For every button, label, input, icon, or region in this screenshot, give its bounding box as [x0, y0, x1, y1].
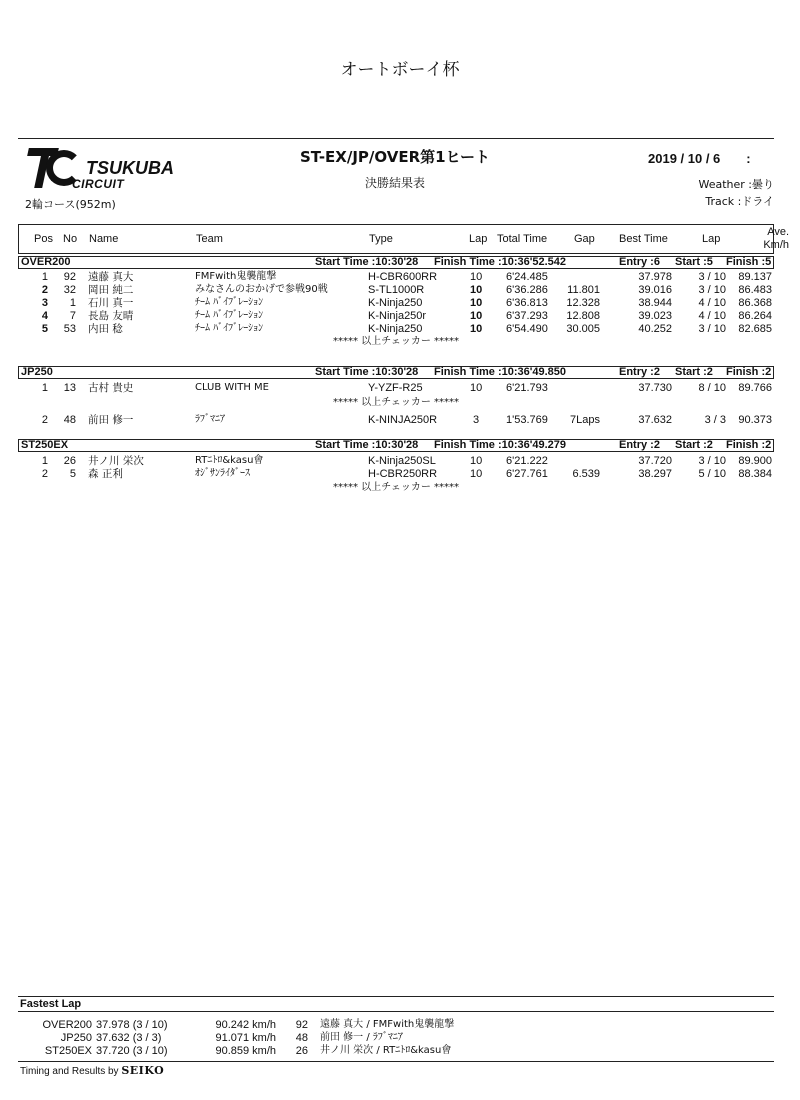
row-type: H-CBR250RR — [368, 468, 438, 480]
class-entry: Entry :2 — [619, 366, 660, 378]
event-title: オートボーイ杯 — [340, 60, 460, 80]
row-name: 岡田 純二 — [88, 284, 134, 296]
class-entry: Entry :6 — [619, 256, 660, 268]
result-subtitle: 決勝結果表 — [364, 176, 425, 190]
col-best-time: Best Time — [619, 233, 668, 245]
table-row — [18, 455, 774, 467]
row-team: CLUB WITH ME — [195, 382, 270, 393]
col-average-line2: Km/h — [763, 239, 789, 251]
table-row — [18, 271, 774, 283]
row-total-time: 6'37.293 — [506, 310, 548, 322]
col-gap: Gap — [574, 233, 595, 245]
row-gap: 12.328 — [566, 297, 600, 309]
row-team: みなさんのおかげで参戦90戦 — [195, 284, 328, 295]
class-start-time: Start Time :10:30'28 — [315, 256, 419, 268]
row-no: 7 — [69, 310, 76, 322]
race-title: ST-EX/JP/OVER第1ヒート — [300, 148, 490, 166]
row-lap: 10 — [470, 455, 483, 467]
row-best-lap: 3 / 10 — [698, 323, 726, 335]
class-start-count: Start :2 — [675, 366, 713, 378]
row-type: K-NINJA250R — [368, 414, 438, 426]
fastest-lap-header — [18, 996, 774, 1012]
row-pos: 5 — [41, 323, 48, 335]
fastest-lap-rider: 遠藤 真大 / FMFwith鬼襲龍撃 — [320, 1019, 455, 1030]
row-speed: 89.900 — [738, 455, 772, 467]
row-speed: 88.384 — [738, 468, 772, 480]
row-best-lap: 3 / 10 — [698, 271, 726, 283]
col-pos: Pos — [34, 233, 53, 245]
row-name: 石川 真一 — [88, 297, 134, 309]
fastest-lap-time: 37.978 (3 / 10) — [96, 1019, 168, 1031]
col-best-lap: Lap — [702, 233, 721, 245]
fastest-lap-time: 37.720 (3 / 10) — [96, 1045, 168, 1057]
fastest-lap-rider: 井ノ川 栄次 / RTﾆﾄﾛ&kasu會 — [320, 1045, 452, 1056]
row-pos: 4 — [41, 310, 48, 322]
row-team: RTﾆﾄﾛ&kasu會 — [195, 455, 264, 466]
row-no: 1 — [69, 297, 76, 309]
col-no: No — [63, 233, 78, 245]
row-best-time: 38.297 — [638, 468, 672, 480]
fastest-lap-no: 26 — [295, 1045, 308, 1057]
row-total-time: 6'27.761 — [506, 468, 548, 480]
col-team: Team — [196, 233, 223, 245]
row-no: 26 — [63, 455, 76, 467]
checker-line: ***** 以上チェッカー ***** — [332, 336, 460, 347]
row-type: K-Ninja250r — [368, 310, 427, 322]
race-date: 2019 / 10 / 6 : — [648, 151, 751, 166]
row-no: 5 — [69, 468, 76, 480]
col-type: Type — [369, 233, 393, 245]
row-type: K-Ninja250SL — [368, 455, 436, 467]
bottom-divider — [18, 1061, 774, 1062]
row-gap: 30.005 — [566, 323, 600, 335]
row-speed: 82.685 — [738, 323, 772, 335]
row-gap: 11.801 — [567, 284, 600, 296]
row-speed: 89.766 — [738, 382, 772, 394]
class-name: ST250EX — [21, 439, 69, 451]
class-start-time: Start Time :10:30'28 — [315, 366, 419, 378]
row-type: S-TL1000R — [368, 284, 425, 296]
table-row — [18, 323, 774, 335]
col-average-line1: Ave. — [767, 226, 789, 238]
fastest-lap-no: 92 — [295, 1019, 308, 1031]
row-team: ﾁｰﾑ ﾊﾞｲﾌﾞﾚｰｼｮﾝ — [195, 310, 264, 321]
row-best-lap: 3 / 10 — [698, 284, 726, 296]
fastest-lap-rider: 前田 修一 / ﾗﾌﾞﾏﾆｱ — [320, 1032, 403, 1043]
row-type: K-Ninja250 — [368, 323, 423, 335]
table-row — [18, 468, 774, 480]
row-total-time: 6'36.813 — [506, 297, 548, 309]
row-team: ﾁｰﾑ ﾊﾞｲﾌﾞﾚｰｼｮﾝ — [195, 323, 264, 334]
row-best-lap: 4 / 10 — [698, 310, 726, 322]
row-lap: 10 — [470, 297, 483, 309]
row-type: K-Ninja250 — [368, 297, 423, 309]
row-team: ｵｼﾞｻﾝﾗｲﾀﾞｰｽ — [195, 468, 250, 479]
row-best-lap: 8 / 10 — [698, 382, 726, 394]
row-team: ﾗﾌﾞﾏﾆｱ — [195, 414, 225, 425]
course-info: 2輪コース(952m) — [25, 198, 116, 211]
table-row — [18, 284, 774, 296]
row-type: Y-YZF-R25 — [368, 382, 423, 394]
row-no: 92 — [63, 271, 76, 283]
row-pos: 2 — [41, 468, 48, 480]
class-entry: Entry :2 — [619, 439, 660, 451]
class-name: JP250 — [21, 366, 53, 378]
class-finish-time: Finish Time :10:36'49.279 — [434, 439, 567, 451]
fastest-lap-speed: 90.859 km/h — [215, 1045, 276, 1057]
fastest-lap-row — [18, 1019, 774, 1031]
table-row — [18, 297, 774, 309]
row-name: 遠藤 真大 — [88, 271, 134, 283]
row-gap: 6.539 — [572, 468, 600, 480]
class-header-jp250 — [18, 366, 774, 379]
row-team: ﾁｰﾑ ﾊﾞｲﾌﾞﾚｰｼｮﾝ — [195, 297, 264, 308]
row-best-time: 39.016 — [638, 284, 672, 296]
row-speed: 86.264 — [738, 310, 772, 322]
table-row — [18, 382, 774, 394]
fastest-lap-class: JP250 — [60, 1032, 92, 1044]
class-header-over200 — [18, 256, 774, 269]
class-finish-count: Finish :2 — [726, 366, 772, 378]
row-name: 古村 貴史 — [88, 382, 134, 394]
row-best-time: 39.023 — [638, 310, 672, 322]
row-pos: 3 — [41, 297, 48, 309]
row-best-lap: 3 / 3 — [704, 414, 726, 426]
fastest-lap-speed: 91.071 km/h — [215, 1032, 276, 1044]
row-pos: 2 — [41, 414, 48, 426]
row-best-time: 37.730 — [638, 382, 672, 394]
row-speed: 86.368 — [738, 297, 772, 309]
row-total-time: 6'24.485 — [506, 271, 548, 283]
row-name: 井ノ川 栄次 — [88, 455, 144, 467]
table-row — [18, 310, 774, 322]
row-type: H-CBR600RR — [368, 271, 438, 283]
row-lap: 10 — [470, 271, 483, 283]
fastest-lap-row — [18, 1032, 774, 1044]
class-finish-count: Finish :2 — [726, 439, 772, 451]
table-row — [18, 414, 774, 426]
top-divider — [18, 138, 774, 139]
checker-line: ***** 以上チェッカー ***** — [332, 397, 460, 408]
row-total-time: 6'21.793 — [506, 382, 548, 394]
row-name: 前田 修一 — [88, 414, 134, 426]
row-name: 内田 稔 — [88, 323, 123, 335]
row-best-lap: 3 / 10 — [698, 455, 726, 467]
tsukuba-circuit-logo — [24, 148, 199, 194]
row-lap: 3 — [473, 414, 480, 426]
col-average-speed — [753, 226, 789, 252]
row-lap: 10 — [470, 468, 483, 480]
class-start-count: Start :5 — [675, 256, 713, 268]
fastest-lap-class: OVER200 — [42, 1019, 92, 1031]
class-start-time: Start Time :10:30'28 — [315, 439, 419, 451]
row-no: 13 — [63, 382, 76, 394]
weather-info: Weather :曇り — [698, 178, 774, 191]
row-lap: 10 — [470, 310, 483, 322]
class-name: OVER200 — [21, 256, 71, 268]
row-no: 48 — [63, 414, 76, 426]
class-header-st250ex — [18, 439, 774, 452]
results-column-header — [18, 224, 789, 254]
fastest-lap-speed: 90.242 km/h — [215, 1019, 276, 1031]
row-total-time: 6'21.222 — [506, 455, 548, 467]
row-no: 32 — [63, 284, 76, 296]
fastest-lap-row — [18, 1045, 774, 1057]
class-start-count: Start :2 — [675, 439, 713, 451]
row-gap: 12.808 — [566, 310, 600, 322]
row-best-time: 37.720 — [638, 455, 672, 467]
row-pos: 1 — [41, 455, 48, 467]
fastest-lap-no: 48 — [295, 1032, 308, 1044]
row-name: 森 正利 — [88, 468, 123, 480]
row-speed: 89.137 — [738, 271, 772, 283]
row-best-time: 37.978 — [638, 271, 672, 283]
row-speed: 86.483 — [738, 284, 772, 296]
fastest-lap-time: 37.632 (3 / 3) — [96, 1032, 162, 1044]
timing-footer — [20, 1064, 164, 1077]
fastest-lap-title: Fastest Lap — [20, 998, 82, 1010]
row-best-lap: 4 / 10 — [698, 297, 726, 309]
row-pos: 1 — [41, 271, 48, 283]
class-finish-time: Finish Time :10:36'49.850 — [434, 366, 567, 378]
row-lap: 10 — [470, 323, 483, 335]
row-best-time: 37.632 — [638, 414, 672, 426]
row-name: 長島 友晴 — [88, 310, 134, 322]
row-best-lap: 5 / 10 — [698, 468, 726, 480]
row-gap: 7Laps — [570, 414, 600, 426]
row-no: 53 — [63, 323, 76, 335]
row-best-time: 38.944 — [638, 297, 672, 309]
row-total-time: 6'36.286 — [506, 284, 548, 296]
col-total-time: Total Time — [497, 233, 548, 245]
row-pos: 1 — [41, 382, 48, 394]
row-lap: 10 — [470, 382, 483, 394]
class-finish-time: Finish Time :10:36'52.542 — [434, 256, 567, 268]
row-total-time: 1'53.769 — [506, 414, 548, 426]
logo-circuit: CIRCUIT — [72, 177, 125, 191]
track-info: Track :ドライ — [705, 195, 774, 208]
logo-brand: TSUKUBA — [86, 158, 174, 178]
col-name: Name — [89, 233, 119, 245]
col-lap: Lap — [469, 233, 488, 245]
checker-line: ***** 以上チェッカー ***** — [332, 482, 460, 493]
footer-text: Timing and Results by — [20, 1066, 119, 1077]
row-total-time: 6'54.490 — [506, 323, 548, 335]
fastest-lap-class: ST250EX — [44, 1045, 92, 1057]
class-finish-count: Finish :5 — [726, 256, 772, 268]
row-best-time: 40.252 — [638, 323, 672, 335]
row-pos: 2 — [41, 284, 48, 296]
row-team: FMFwith鬼襲龍撃 — [195, 271, 277, 282]
row-lap: 10 — [470, 284, 483, 296]
seiko-logo: SEIKO — [121, 1064, 165, 1077]
row-speed: 90.373 — [738, 414, 772, 426]
